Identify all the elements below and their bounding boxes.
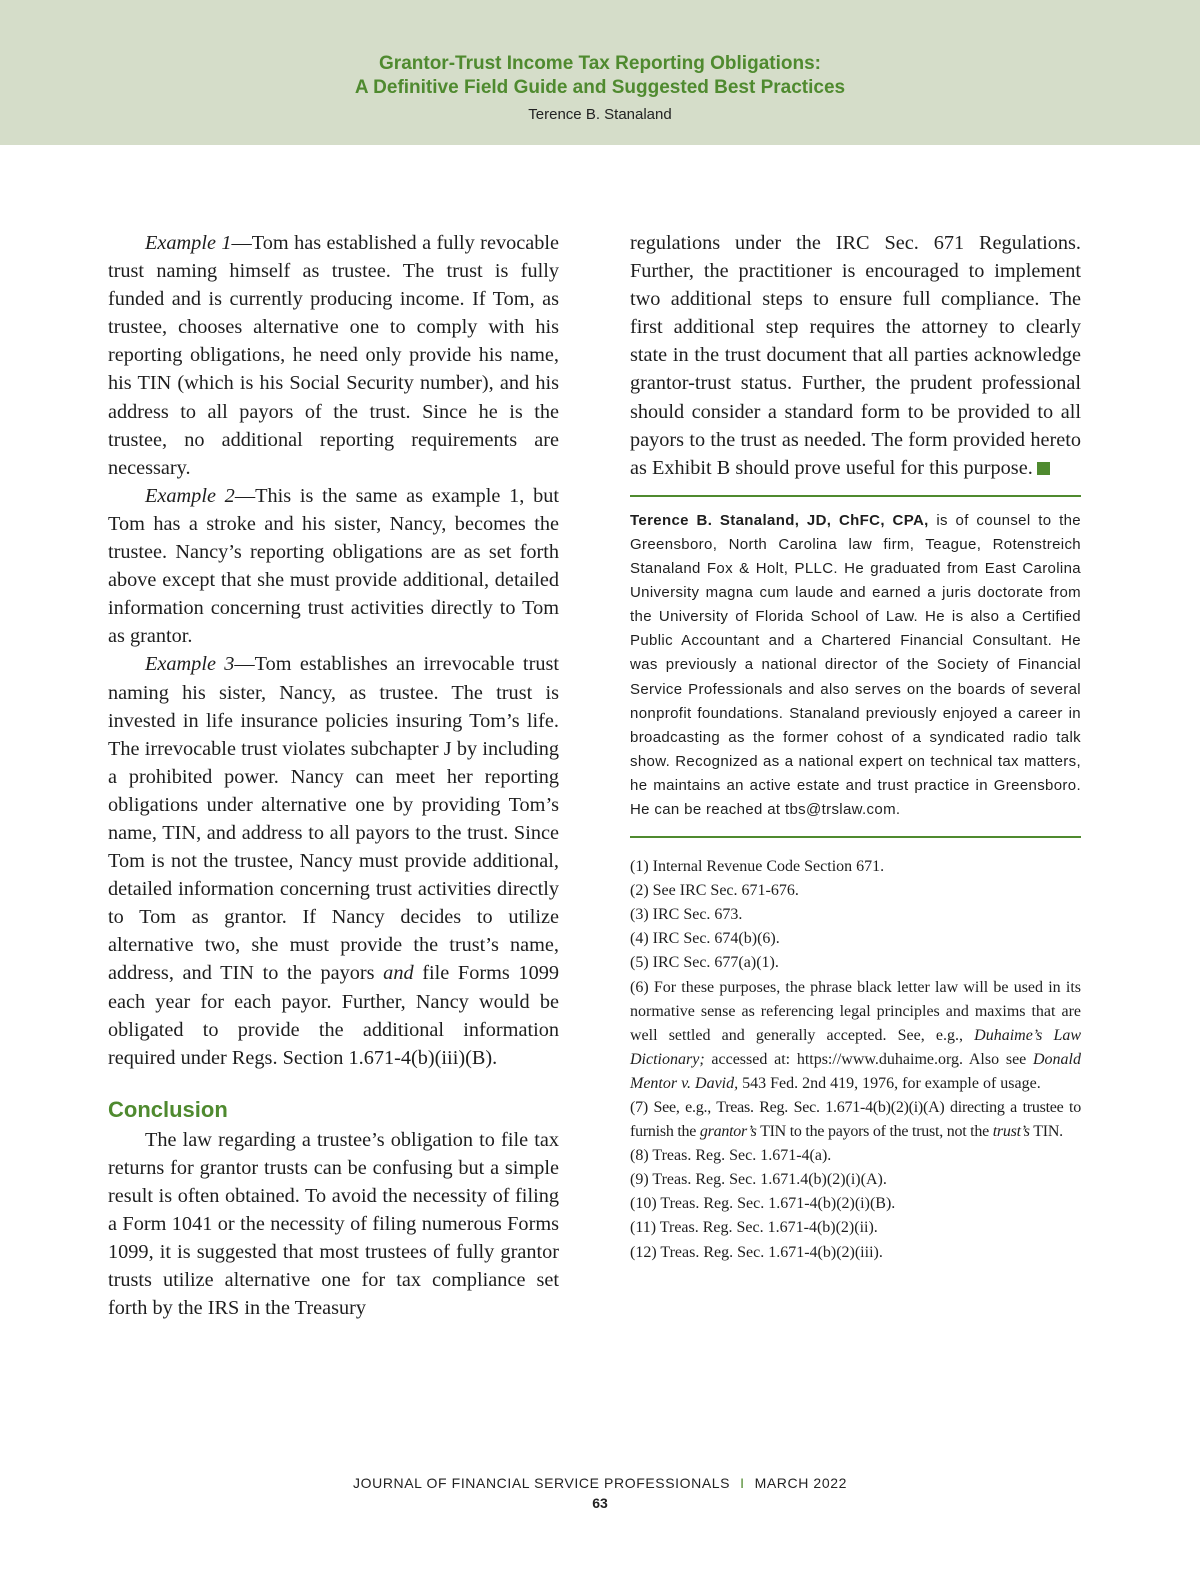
footnotes <box>630 855 1081 1265</box>
footnote-6 <box>630 976 1081 1096</box>
footnote-6-citation-case: Donald Mentor v. David, <box>630 1050 1081 1092</box>
example-2-text: —This is the same as example 1, but Tom has a stroke and his sister, Nancy, becomes the trustee. Nancy’s reporting obligations are as set forth above except that she must provide additional, detailed information concerning trust activities directly to Tom as grantor. <box>108 484 559 648</box>
footnote-12: (12) Treas. Reg. Sec. 1.671-4(b)(2)(iii). <box>630 1243 883 1261</box>
end-of-article-square-icon <box>1037 462 1050 475</box>
example-3-paragraph <box>108 650 559 1071</box>
footnote-7-text-c: TIN to the payors of the trust, not the <box>756 1123 993 1141</box>
footnote-7-text-a: (7) See, e.g., Treas. Reg. Sec. 1.671-4(b)(2)(i)(A) directing a trustee to furnish the <box>630 1099 1081 1141</box>
conclusion-heading: Conclusion <box>108 1096 228 1122</box>
page-number: 63 <box>592 1495 608 1511</box>
footnote-1: (1) Internal Revenue Code Section 671. <box>630 858 885 876</box>
footnote-2: (2) See IRC Sec. 671-676. <box>630 882 799 900</box>
footnote-7 <box>630 1096 1081 1144</box>
article-title-line2: A Definitive Field Guide and Suggested Best Practices <box>354 77 846 98</box>
example-1-paragraph <box>108 229 559 482</box>
footnote-11: (11) Treas. Reg. Sec. 1.671-4(b)(2)(ii). <box>630 1219 878 1237</box>
conclusion-continuation-text: regulations under the IRC Sec. 671 Regulations. Further, the practitioner is encouraged to implement two additional steps to ensure full compliance. The first additional step requires the attorney to clearly state in the trust document that all parties acknowledge grantor-trust status. Further, the prudent professional should consider a standard form to be provided to all payors to the trust as needed. The form provided hereto as Exhibit B should prove useful for this purpose. <box>630 232 1081 479</box>
issue-date: MARCH 2022 <box>754 1475 847 1491</box>
footnote-4: (4) IRC Sec. 674(b)(6). <box>630 930 780 948</box>
footnote-7-text-e: TIN. <box>1029 1123 1063 1141</box>
example-3-text-before: —Tom establishes an irrevocable trust naming his sister, Nancy, as trustee. The trust is invested in life insurance policies insuring Tom’s life. The irrevocable trust violates subchapter J by including a prohibited power. Nancy can meet her reporting obligations under alternative one by providing Tom’s name, TIN, and address to all payors to the trust. Since Tom is not the trustee, Nancy must provide additional, detailed information concerning trust activities directly to Tom as grantor. If Nancy decides to utilize alternative two, she must provide the trust’s name, address, and TIN to the payors <box>108 653 559 985</box>
footnote-5: (5) IRC Sec. 677(a)(1). <box>630 954 779 972</box>
footnote-6-text-c: accessed at: https://www.duhaime.org. Also see <box>704 1050 1033 1068</box>
footnote-6-text-a: (6) For these purposes, the phrase black letter law will be used in its normative sense as referencing legal principles and maxims that are well settled and generally accepted. See, e.g., <box>630 978 1081 1044</box>
right-column <box>630 229 1081 1265</box>
article-author: Terence B. Stanaland <box>528 106 672 123</box>
footnote-6-text-e: 543 Fed. 2nd 419, 1976, for example of usage. <box>738 1074 1041 1092</box>
example-3-emphasis: and <box>383 962 414 985</box>
footer-separator: I <box>740 1475 745 1491</box>
footnote-9: (9) Treas. Reg. Sec. 1.671.4(b)(2)(i)(A). <box>630 1171 887 1189</box>
footer-journal-line <box>0 1475 1200 1491</box>
example-2-label: Example 2 <box>145 484 235 507</box>
author-bio-text: is of counsel to the Greensboro, North Carolina law firm, Teague, Rotenstreich Stanaland Fox & Holt, PLLC. He graduated from East Carolina University magna cum laude and earned a juris doctorate from the University of Florida School of Law. He is also a Certified Public Accountant and a Chartered Financial Consultant. He was previously a national director of the Society of Financial Service Professionals and also serves on the boards of several nonprofit foundations. Stanaland previously enjoyed a career in broadcasting as the former cohost of a syndicated radio talk show. Recognized as a national expert on technical tax matters, he maintains an active estate and trust practice in Greensboro. He can be reached at tbs@trslaw.com. <box>630 511 1081 818</box>
journal-name: JOURNAL OF FINANCIAL SERVICE PROFESSIONALS <box>353 1475 731 1491</box>
example-3-label: Example 3 <box>145 653 235 676</box>
footnote-10: (10) Treas. Reg. Sec. 1.671-4(b)(2)(i)(B). <box>630 1195 896 1213</box>
author-bio <box>630 509 1081 822</box>
example-1-label: Example 1 <box>145 232 232 254</box>
author-bio-name: Terence B. Stanaland, JD, ChFC, CPA, <box>630 511 929 529</box>
bio-bottom-divider <box>630 836 1081 838</box>
example-2-paragraph <box>108 482 559 651</box>
page-footer <box>0 1475 1200 1511</box>
conclusion-continuation-paragraph <box>630 229 1081 482</box>
footnote-7-grantors: grantor’s <box>699 1123 757 1141</box>
article-title-line1: Grantor-Trust Income Tax Reporting Obligations: <box>379 53 821 74</box>
footnote-3: (3) IRC Sec. 673. <box>630 906 743 924</box>
example-3-text-after: file Forms 1099 each year for each payor. Further, Nancy would be obligated to provide the additional information required under Regs. Section 1.671-4(b)(iii)(B). <box>108 962 559 1069</box>
footnote-8: (8) Treas. Reg. Sec. 1.671-4(a). <box>630 1147 832 1165</box>
left-column <box>108 229 559 1322</box>
bio-top-divider <box>630 495 1081 497</box>
conclusion-paragraph: The law regarding a trustee’s obligation to file tax returns for grantor trusts can be confusing but a simple result is often obtained. To avoid the necessity of filing a Form 1041 or the necessity of filing numerous Forms 1099, it is suggested that most trustees of fully grantor trusts utilize alternative one for tax compliance set forth by the IRS in the Treasury <box>108 1128 559 1320</box>
footnote-6-citation-dictionary: Duhaime’s Law Dictionary; <box>630 1026 1082 1068</box>
footnote-7-trusts: trust’s <box>992 1123 1030 1141</box>
running-header <box>0 0 1200 145</box>
example-1-text: —Tom has established a fully revocable trust naming himself as trustee. The trust is fully funded and is currently producing income. If Tom, as trustee, chooses alternative one to comply with his reporting obligations, he need only provide his name, his TIN (which is his Social Security number), and his address to all payors of the trust. Since he is the trustee, no additional reporting requirements are necessary. <box>108 232 560 479</box>
